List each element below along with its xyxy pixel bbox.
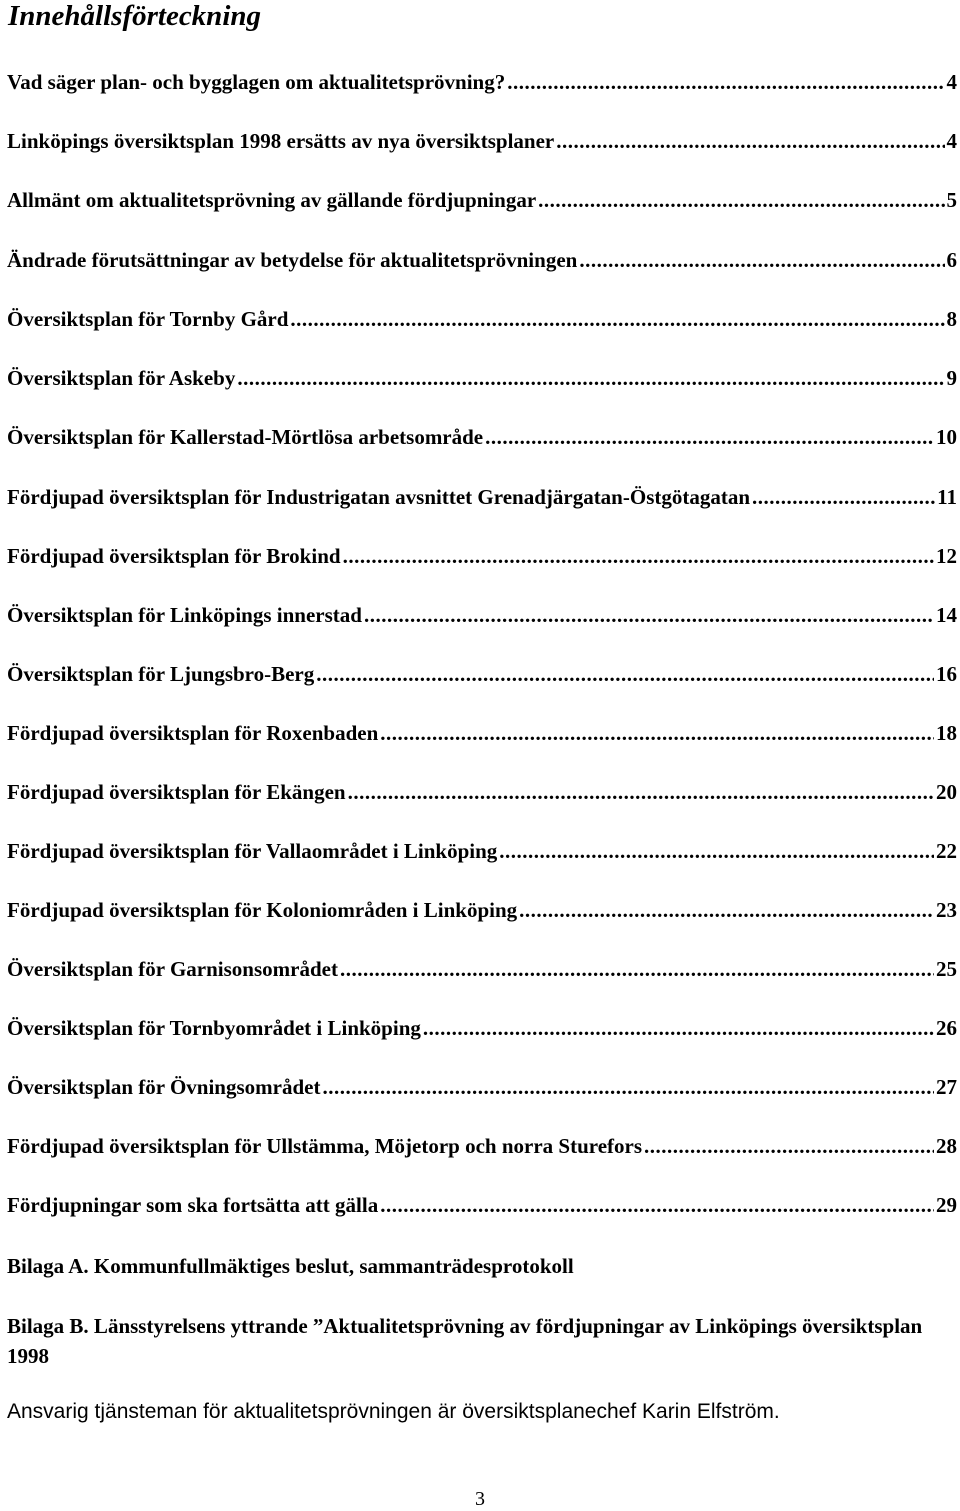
toc-entry[interactable] — [7, 70, 957, 100]
toc-leader-dots — [237, 366, 944, 391]
toc-leader-dots — [322, 1075, 934, 1100]
toc-leader-dots — [423, 1016, 934, 1041]
toc-leader-dots — [644, 1134, 934, 1159]
toc-entry[interactable] — [7, 603, 957, 633]
toc-entry-text: Översiktsplan för Övningsområdet — [7, 1075, 321, 1099]
toc-entry[interactable] — [7, 248, 957, 278]
toc-entry-page: 14 — [936, 603, 957, 627]
toc-entry[interactable] — [7, 366, 957, 396]
toc-entry-page: 9 — [946, 366, 957, 390]
page-title: Innehållsförteckning — [8, 0, 261, 32]
toc-entry-text: Översiktsplan för Linköpings innerstad — [7, 603, 362, 627]
toc-entry-text: Fördjupad översiktsplan för Roxenbaden — [7, 721, 379, 745]
toc-entry[interactable] — [7, 485, 957, 515]
toc-leader-dots — [380, 721, 934, 746]
toc-entry[interactable] — [7, 662, 957, 692]
toc-entry-page: 8 — [946, 307, 957, 331]
toc-leader-dots — [316, 662, 934, 687]
toc-entry-text: Fördjupad översiktsplan för Ekängen — [7, 780, 346, 804]
toc-entry-page: 27 — [936, 1075, 957, 1099]
toc-entry[interactable] — [7, 1134, 957, 1164]
toc-entry-page: 11 — [937, 485, 957, 509]
responsible-officer-note: Ansvarig tjänsteman för aktualitetsprövningen är översiktsplanechef Karin Elfström. — [7, 1400, 780, 1423]
toc-entry[interactable] — [7, 721, 957, 751]
toc-leader-dots — [340, 957, 934, 982]
toc-entry-page: 20 — [936, 780, 957, 804]
toc-entry[interactable] — [7, 957, 957, 987]
toc-entry[interactable] — [7, 839, 957, 869]
toc-leader-dots — [556, 129, 944, 154]
toc-leader-dots — [485, 425, 934, 450]
toc-entry-text: Allmänt om aktualitetsprövning av gällande fördjupningar — [7, 188, 537, 212]
toc-entry[interactable] — [7, 425, 957, 455]
page-number: 3 — [475, 1488, 485, 1510]
toc-leader-dots — [290, 307, 944, 332]
toc-entry[interactable] — [7, 780, 957, 810]
toc-leader-dots — [343, 544, 934, 569]
toc-leader-dots — [752, 485, 935, 510]
toc-entry[interactable] — [7, 188, 957, 218]
appendix-b: Bilaga B. Länsstyrelsens yttrande ”Aktualitetsprövning av fördjupningar av Linköpings översiktsplan 1998 — [7, 1314, 923, 1368]
toc-entry[interactable] — [7, 1016, 957, 1046]
toc-leader-dots — [579, 248, 944, 273]
toc-entry-text: Fördjupad översiktsplan för Koloniområden i Linköping — [7, 898, 518, 922]
toc-leader-dots — [348, 780, 934, 805]
toc-entry[interactable] — [7, 544, 957, 574]
toc-leader-dots — [380, 1193, 934, 1218]
toc-entry-page: 23 — [936, 898, 957, 922]
toc-entry-text: Vad säger plan- och bygglagen om aktualitetsprövning? — [7, 70, 506, 94]
toc-entry-page: 26 — [936, 1016, 957, 1040]
toc-entry[interactable] — [7, 898, 957, 928]
toc-entry-page: 5 — [946, 188, 957, 212]
toc-leader-dots — [519, 898, 934, 923]
toc-entry-page: 29 — [936, 1193, 957, 1217]
toc-entry-text: Översiktsplan för Askeby — [7, 366, 236, 390]
toc-entry-page: 22 — [936, 839, 957, 863]
toc-entry-page: 18 — [936, 721, 957, 745]
toc-entry-text: Översiktsplan för Kallerstad-Mörtlösa arbetsområde — [7, 425, 484, 449]
toc-entry-text: Översiktsplan för Tornbyområdet i Linköping — [7, 1016, 421, 1040]
toc-entry-text: Fördjupningar som ska fortsätta att gälla — [7, 1193, 379, 1217]
toc-entry-page: 12 — [936, 544, 957, 568]
toc-entry[interactable] — [7, 1075, 957, 1105]
toc-entry-text: Fördjupad översiktsplan för Industrigatan avsnittet Grenadjärgatan-Östgötagatan — [7, 485, 751, 509]
toc-entry-text: Linköpings översiktsplan 1998 ersätts av nya översiktsplaner — [7, 129, 555, 153]
toc-entry[interactable] — [7, 1193, 957, 1223]
toc-entry-text: Översiktsplan för Ljungsbro-Berg — [7, 662, 315, 686]
toc-leader-dots — [499, 839, 934, 864]
toc-entry-page: 25 — [936, 957, 957, 981]
toc-leader-dots — [364, 603, 934, 628]
toc-entry-page: 16 — [936, 662, 957, 686]
toc-entry[interactable] — [7, 307, 957, 337]
toc-leader-dots — [507, 70, 944, 95]
toc-entry-text: Fördjupad översiktsplan för Brokind — [7, 544, 341, 568]
toc-leader-dots — [538, 188, 944, 213]
toc-entry-page: 10 — [936, 425, 957, 449]
toc-entry-page: 6 — [946, 248, 957, 272]
toc-entry-text: Översiktsplan för Tornby Gård — [7, 307, 289, 331]
toc-entry-text: Fördjupad översiktsplan för Ullstämma, Möjetorp och norra Sturefors — [7, 1134, 643, 1158]
toc-entry-page: 4 — [946, 70, 957, 94]
toc-entry-text: Fördjupad översiktsplan för Vallaområdet i Linköping — [7, 839, 498, 863]
appendix-a: Bilaga A. Kommunfullmäktiges beslut, sammanträdesprotokoll — [7, 1254, 574, 1278]
toc-entry-text: Ändrade förutsättningar av betydelse för aktualitetsprövningen — [7, 248, 578, 272]
toc-entry-page: 4 — [946, 129, 957, 153]
toc-entry-text: Översiktsplan för Garnisonsområdet — [7, 957, 338, 981]
toc-entry-page: 28 — [936, 1134, 957, 1158]
toc-entry[interactable] — [7, 129, 957, 159]
